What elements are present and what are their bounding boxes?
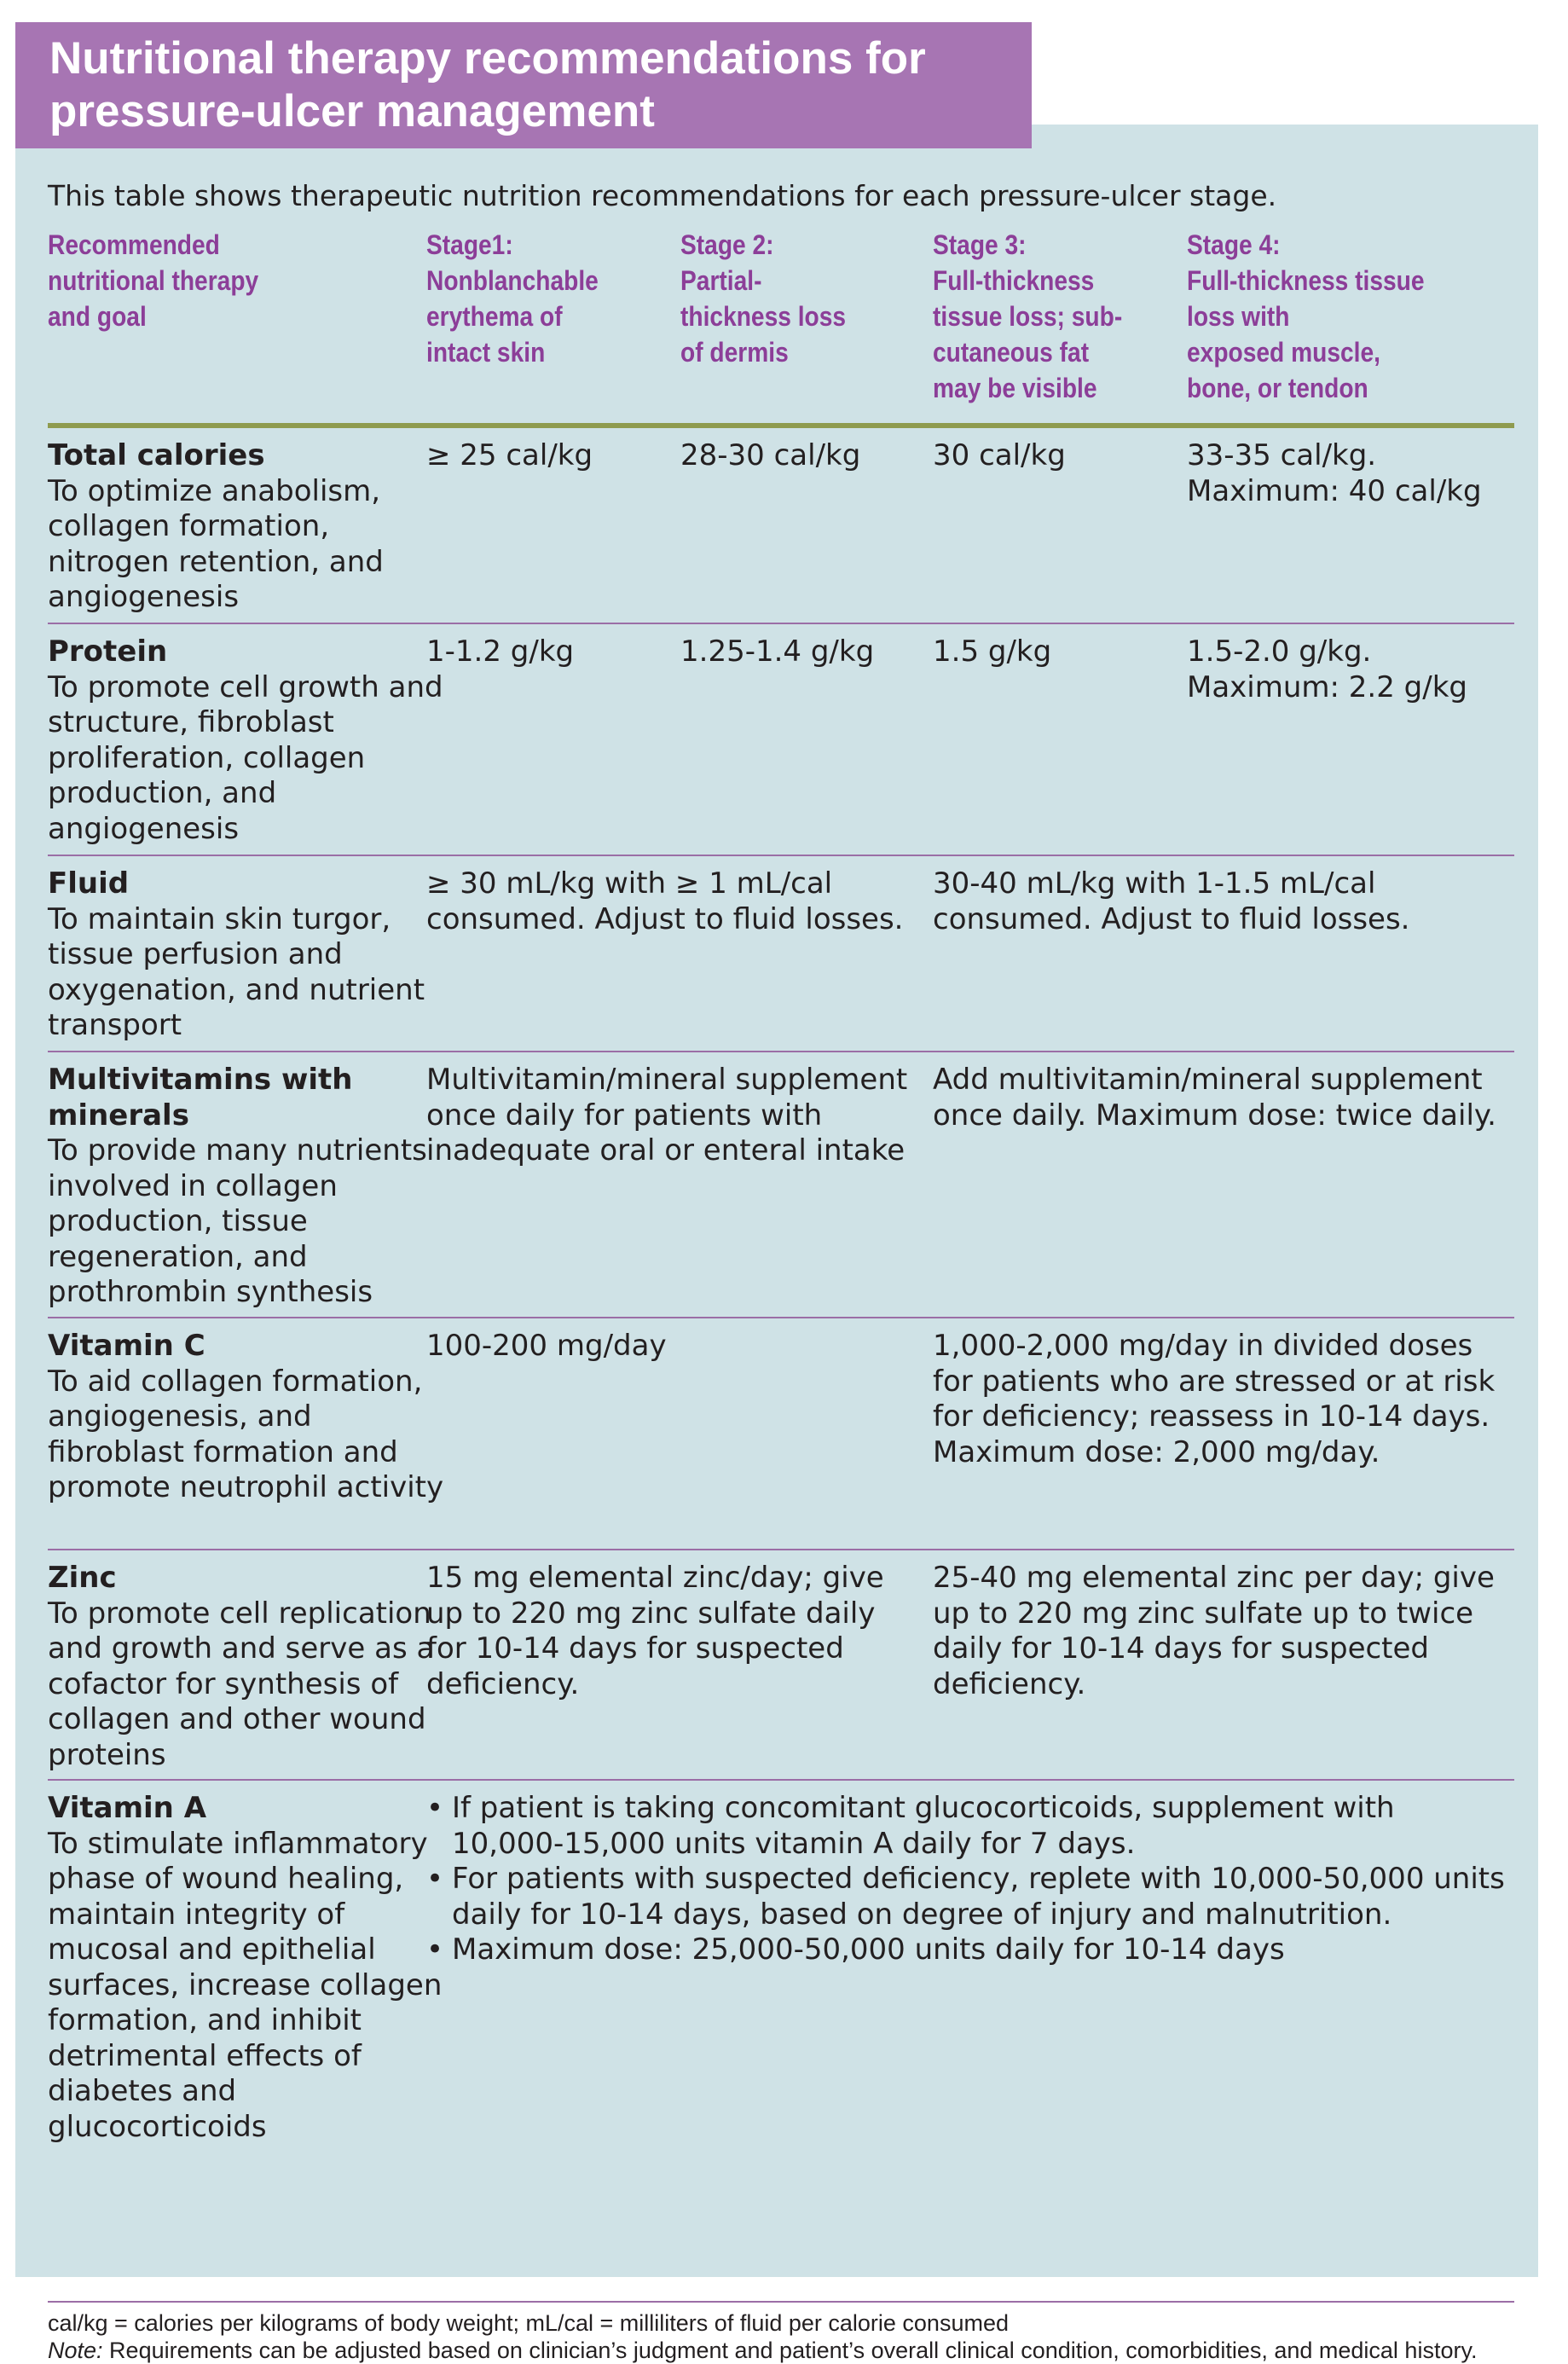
- bullet-item: • If patient is taking concomitant glucocorticoids, supplement with 10,000-15,000 units vitamin A daily for 7 days.: [426, 1791, 1514, 1862]
- bullet-item: • Maximum dose: 25,000-50,000 units daily for 10-14 days: [426, 1932, 1514, 1968]
- row-label: [48, 866, 448, 1044]
- row-label: [48, 1063, 448, 1311]
- footnote: [48, 2309, 1514, 2364]
- vitamin-a-recommendations: [426, 1791, 1514, 1968]
- stage-3-4-value: 30-40 mL/kg with 1-1.5 mL/cal consumed. Adjust to fluid losses.: [933, 866, 1410, 936]
- stage-1-2-value: Multivitamin/mineral supplement once daily for patients with inadequate oral or enteral intake: [426, 1063, 908, 1168]
- header-stage-3: Stage 3: Full-thickness tissue loss; sub- cutaneous fat may be visible: [933, 229, 1123, 403]
- table-panel: [15, 148, 1538, 2363]
- table-row: [48, 856, 1514, 1052]
- header-stage-4: Stage 4: Full-thickness tissue loss with exposed muscle, bone, or tendon: [1187, 229, 1425, 403]
- header-stage-1: Stage1: Nonblanchable erythema of intact skin: [426, 229, 599, 368]
- stage-1-2-value: 15 mg elemental zinc/day; give up to 220 mg zinc sulfate daily for 10-14 days for suspected deficiency.: [426, 1561, 884, 1701]
- note-text: Requirements can be adjusted based on clinician’s judgment and patient’s overall clinical condition, comorbidities, and medical history.: [102, 2338, 1478, 2363]
- stage-3-value: 30 cal/kg: [933, 438, 1066, 472]
- nutrient-name: Total calories: [48, 438, 265, 472]
- table-row: [48, 624, 1514, 856]
- row-label: [48, 1561, 448, 1773]
- nutrient-goal: To maintain skin turgor, tissue perfusion and oxygenation, and nutrient transport: [48, 901, 425, 1042]
- nutrient-goal: To optimize anabolism, collagen formation, nitrogen retention, and angiogenesis: [48, 473, 384, 614]
- clinical-note: [48, 2337, 1514, 2364]
- nutrient-name: Zinc: [48, 1561, 117, 1595]
- header-therapy-goal: Recommended nutritional therapy and goal: [48, 229, 259, 332]
- nutrient-name: Protein: [48, 634, 168, 669]
- nutrient-goal: To promote cell replication and growth and serve as a cofactor for synthesis of collagen and other wound proteins: [48, 1596, 435, 1772]
- stage-3-4-value: 1,000-2,000 mg/day in divided doses for patients who are stressed or at risk for deficiency; reassess in 10-14 days. Maximum dose: 2,000 mg/day.: [933, 1329, 1496, 1469]
- stage-3-value: 1.5 g/kg: [933, 634, 1052, 669]
- stage-2-value: 28-30 cal/kg: [680, 438, 861, 472]
- title-banner: [15, 22, 1032, 148]
- stage-4-value: 33-35 cal/kg. Maximum: 40 cal/kg: [1187, 438, 1482, 508]
- abbreviation-note: cal/kg = calories per kilograms of body weight; mL/cal = milliliters of fluid per calorie consumed: [48, 2310, 1009, 2336]
- table-row: [48, 428, 1514, 624]
- nutrient-goal: To stimulate inflammatory phase of wound healing, maintain integrity of mucosal and epithelial surfaces, increase collagen formation, and inhibit detrimental effects of diabetes and glucocorticoids: [48, 1826, 443, 2144]
- page-title: Nutritional therapy recommendations for pressure-ulcer management: [49, 33, 926, 136]
- nutrient-goal: To promote cell growth and structure, fibroblast proliferation, collagen production, and angiogenesis: [48, 669, 443, 846]
- nutrient-name: Multivitamins with minerals: [48, 1063, 353, 1133]
- header-stage-2: Stage 2: Partial- thickness loss of dermis: [680, 229, 847, 368]
- row-label: [48, 1791, 448, 2145]
- stage-1-value: ≥ 25 cal/kg: [426, 438, 593, 472]
- table-row: [48, 1052, 1514, 1318]
- table-row: [48, 1318, 1514, 1550]
- stage-4-value: 1.5-2.0 g/kg. Maximum: 2.2 g/kg: [1187, 634, 1467, 704]
- stage-3-4-value: Add multivitamin/mineral supplement once daily. Maximum dose: twice daily.: [933, 1063, 1496, 1133]
- nutrient-name: Fluid: [48, 866, 130, 901]
- stage-3-4-value: 25-40 mg elemental zinc per day; give up to 220 mg zinc sulfate up to twice daily for 10-14 days for suspected deficiency.: [933, 1561, 1495, 1701]
- stage-1-2-value: 100-200 mg/day: [426, 1329, 667, 1363]
- row-divider: [48, 2301, 1514, 2303]
- stage-1-value: 1-1.2 g/kg: [426, 634, 575, 669]
- row-label: [48, 438, 448, 616]
- nutrient-goal: To aid collagen formation, angiogenesis, and fibroblast formation and promote neutrophil activity: [48, 1364, 444, 1504]
- intro-text: This table shows therapeutic nutrition recommendations for each pressure-ulcer stage.: [48, 179, 1277, 212]
- row-label: [48, 634, 448, 847]
- nutrient-name: Vitamin C: [48, 1329, 205, 1363]
- stage-1-2-value: ≥ 30 mL/kg with ≥ 1 mL/cal consumed. Adjust to fluid losses.: [426, 866, 904, 936]
- table-row: [48, 1781, 1514, 2303]
- bullet-item: • For patients with suspected deficiency, replete with 10,000-50,000 units daily for 10-14 days, based on degree of injury and malnutrition.: [426, 1862, 1514, 1932]
- stage-2-value: 1.25-1.4 g/kg: [680, 634, 875, 669]
- nutrient-name: Vitamin A: [48, 1791, 207, 1825]
- table-row: [48, 1550, 1514, 1781]
- nutrient-goal: To provide many nutrients involved in collagen production, tissue regeneration, and prothrombin synthesis: [48, 1133, 427, 1309]
- note-label: Note:: [48, 2338, 103, 2363]
- row-label: [48, 1329, 448, 1506]
